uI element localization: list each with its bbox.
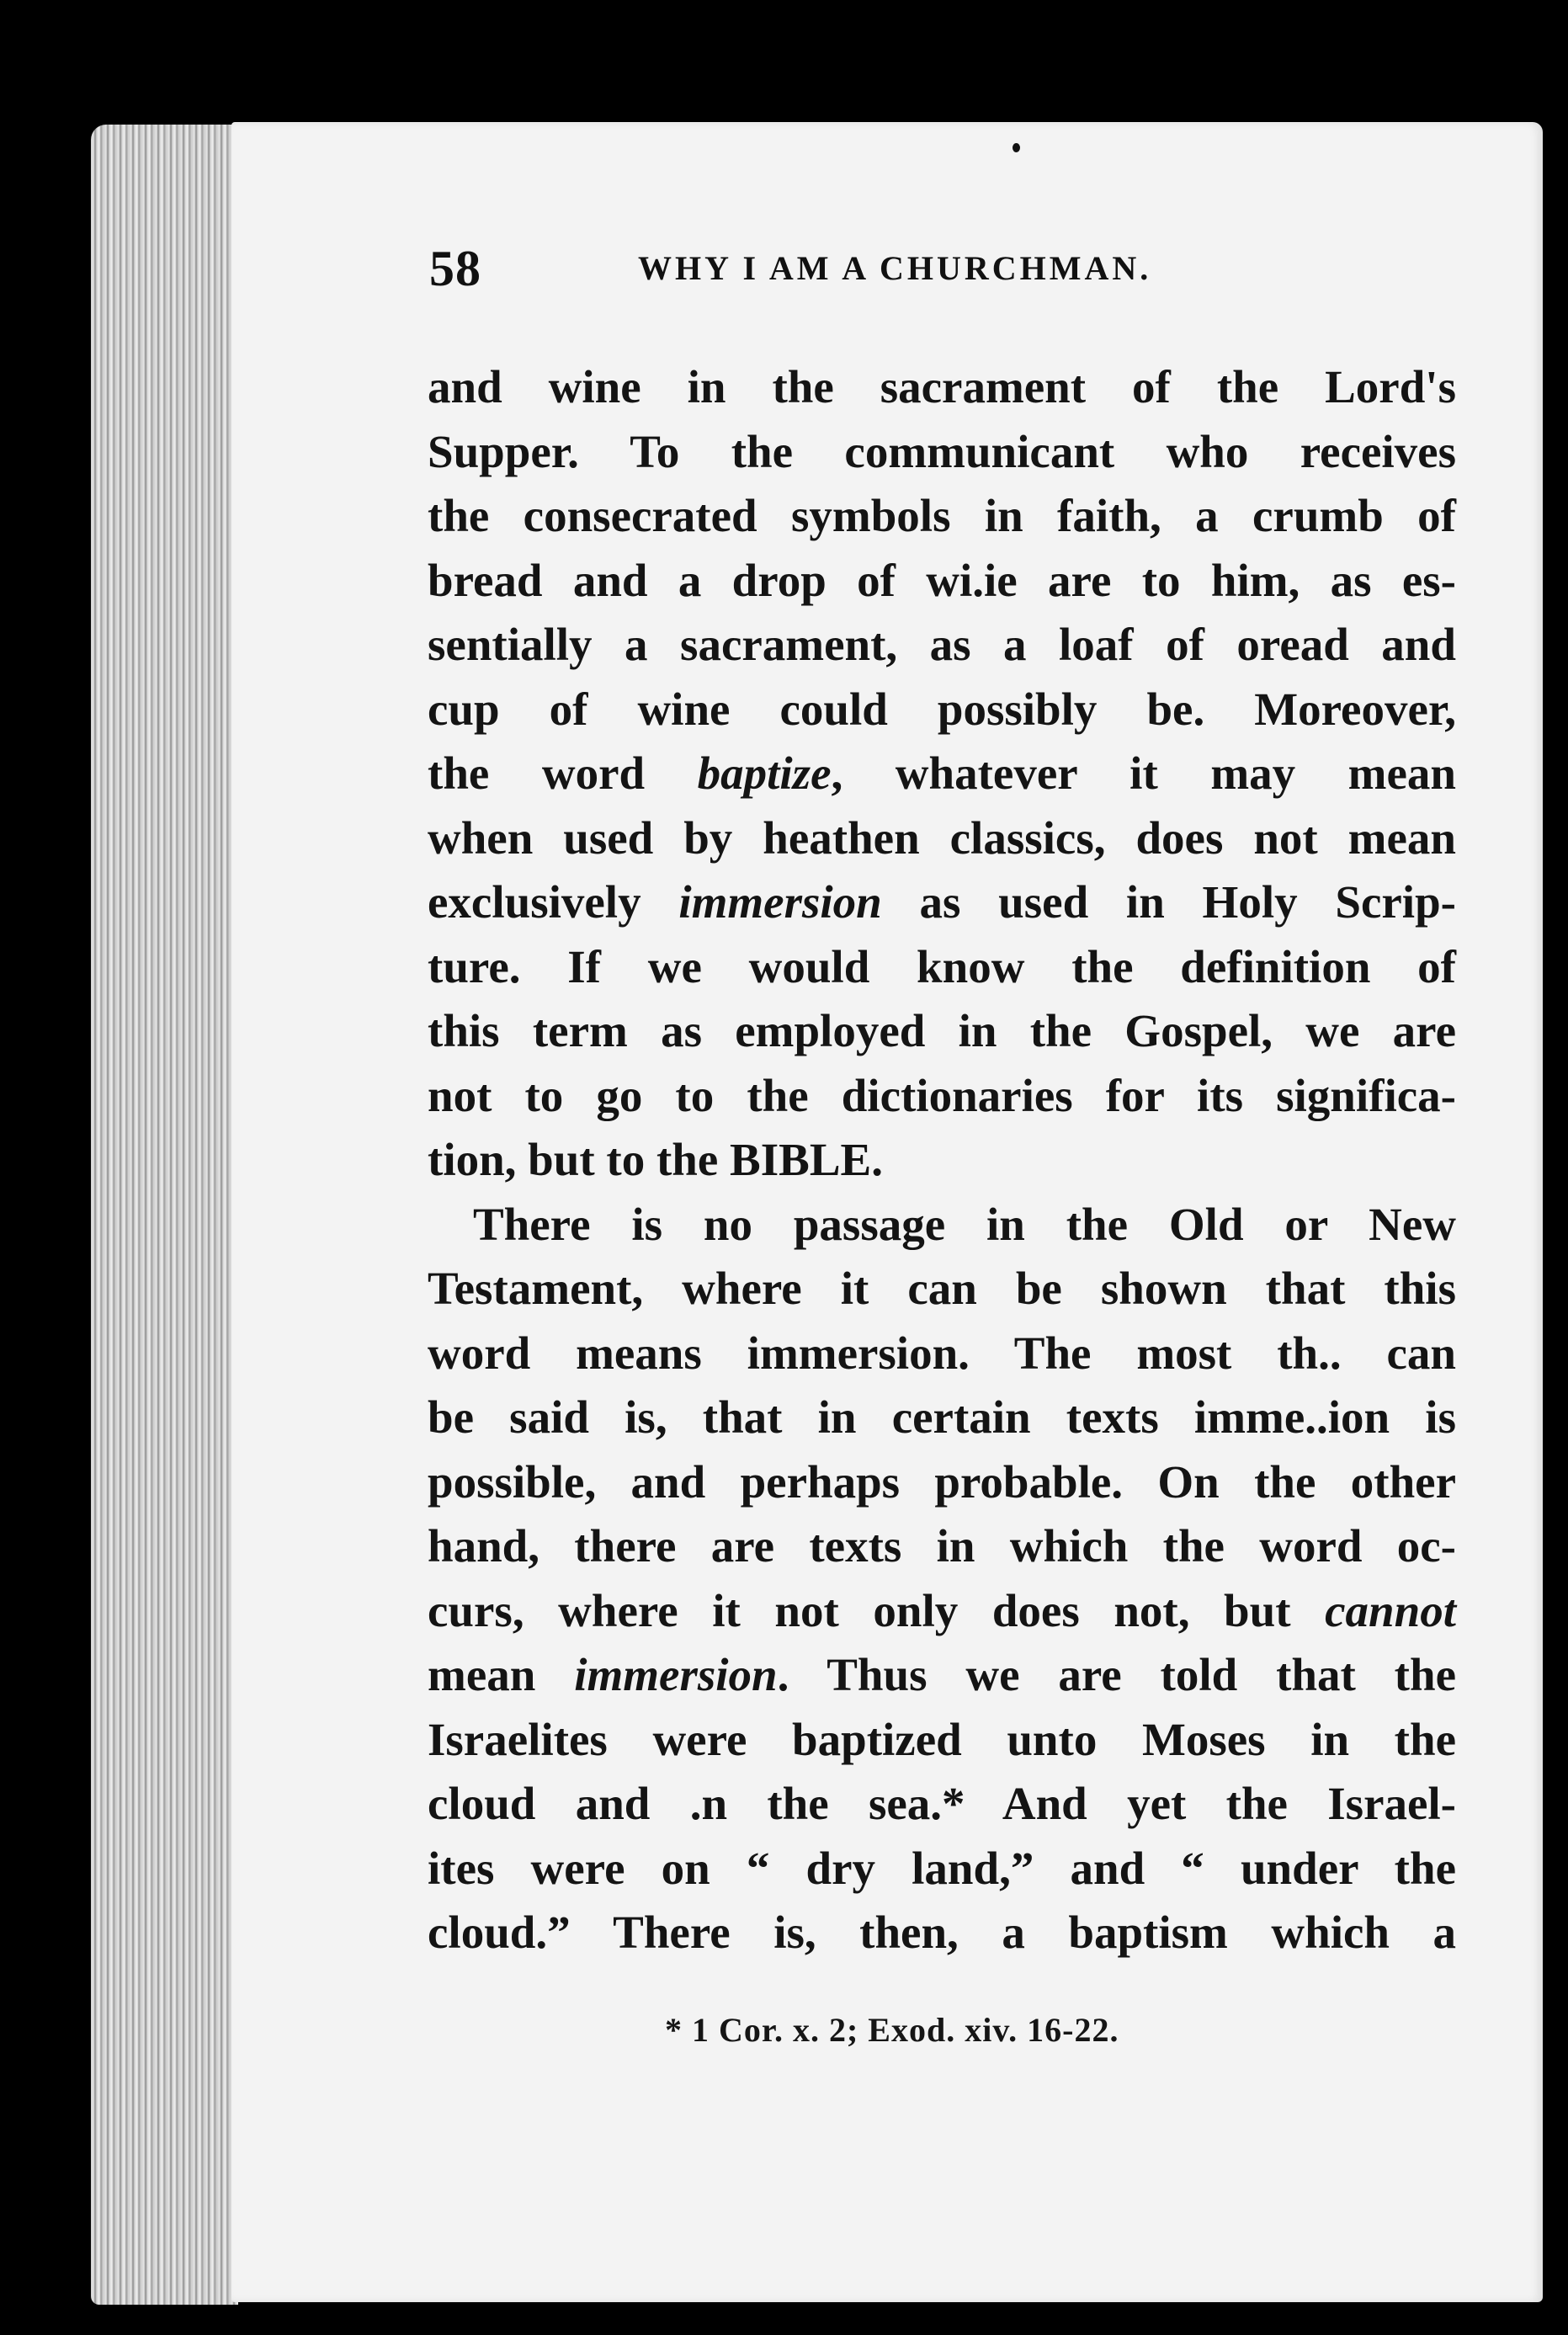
running-title: WHY I AM A CHURCHMAN. — [638, 249, 1152, 287]
footnote: * 1 Cor. x. 2; Exod. xiv. 16-22. — [665, 2011, 1119, 2049]
text-line: not to go to the dictionaries for its significa- — [428, 1069, 1456, 1121]
text-line: be said is, that in certain texts imme..ion is — [428, 1391, 1456, 1443]
text-line: hand, there are texts in which the word oc- — [428, 1520, 1456, 1572]
paragraph-1 — [428, 355, 1456, 1193]
text-line: ites were on “ dry land,” and “ under the — [428, 1842, 1456, 1894]
page-number: 58 — [429, 241, 481, 296]
text-line: and wine in the sacrament of the Lord's — [428, 361, 1456, 412]
text-line: possible, and perhaps probable. On the other — [428, 1455, 1456, 1508]
text-line: bread and a drop of wi.ie are to him, as es- — [428, 554, 1456, 606]
text-line: Testament, where it can be shown that this — [428, 1263, 1456, 1314]
text-line: cloud.” There is, then, a baptism which a — [428, 1907, 1456, 1958]
text-line: tion, but to the BIBLE. — [428, 1134, 883, 1185]
ink-speck — [1013, 143, 1020, 152]
text-line: Israelites were baptized unto Moses in the — [428, 1713, 1456, 1765]
text-line: the word baptize, whatever it may mean — [428, 747, 1456, 799]
text-line: sentially a sacrament, as a loaf of oread and — [428, 619, 1456, 670]
text-line: ture. If we would know the definition of — [428, 940, 1456, 992]
text-line: this term as employed in the Gospel, we are — [428, 1005, 1456, 1056]
text-line: the consecrated symbols in faith, a crumb of — [428, 490, 1456, 541]
text-line: There is no passage in the Old or New — [473, 1198, 1456, 1250]
text-line: mean immersion. Thus we are told that the — [428, 1649, 1456, 1700]
text-line: when used by heathen classics, does not mean — [428, 811, 1456, 864]
text-line: word means immersion. The most th.. can — [428, 1327, 1456, 1379]
text-line: curs, where it not only does not, but cannot — [428, 1584, 1456, 1636]
paragraph-2 — [428, 1193, 1456, 1965]
text-line: exclusively immersion as used in Holy Scrip- — [428, 876, 1456, 928]
page-header — [429, 240, 1271, 299]
text-line: cup of wine could possibly be. Moreover, — [428, 683, 1456, 735]
book-page-edges — [91, 125, 238, 2305]
text-line: Supper. To the communicant who receives — [428, 425, 1456, 477]
scan-right-border — [1547, 122, 1568, 2335]
text-line: cloud and .n the sea.* And yet the Israel- — [428, 1778, 1456, 1829]
body-text — [428, 355, 1456, 1965]
